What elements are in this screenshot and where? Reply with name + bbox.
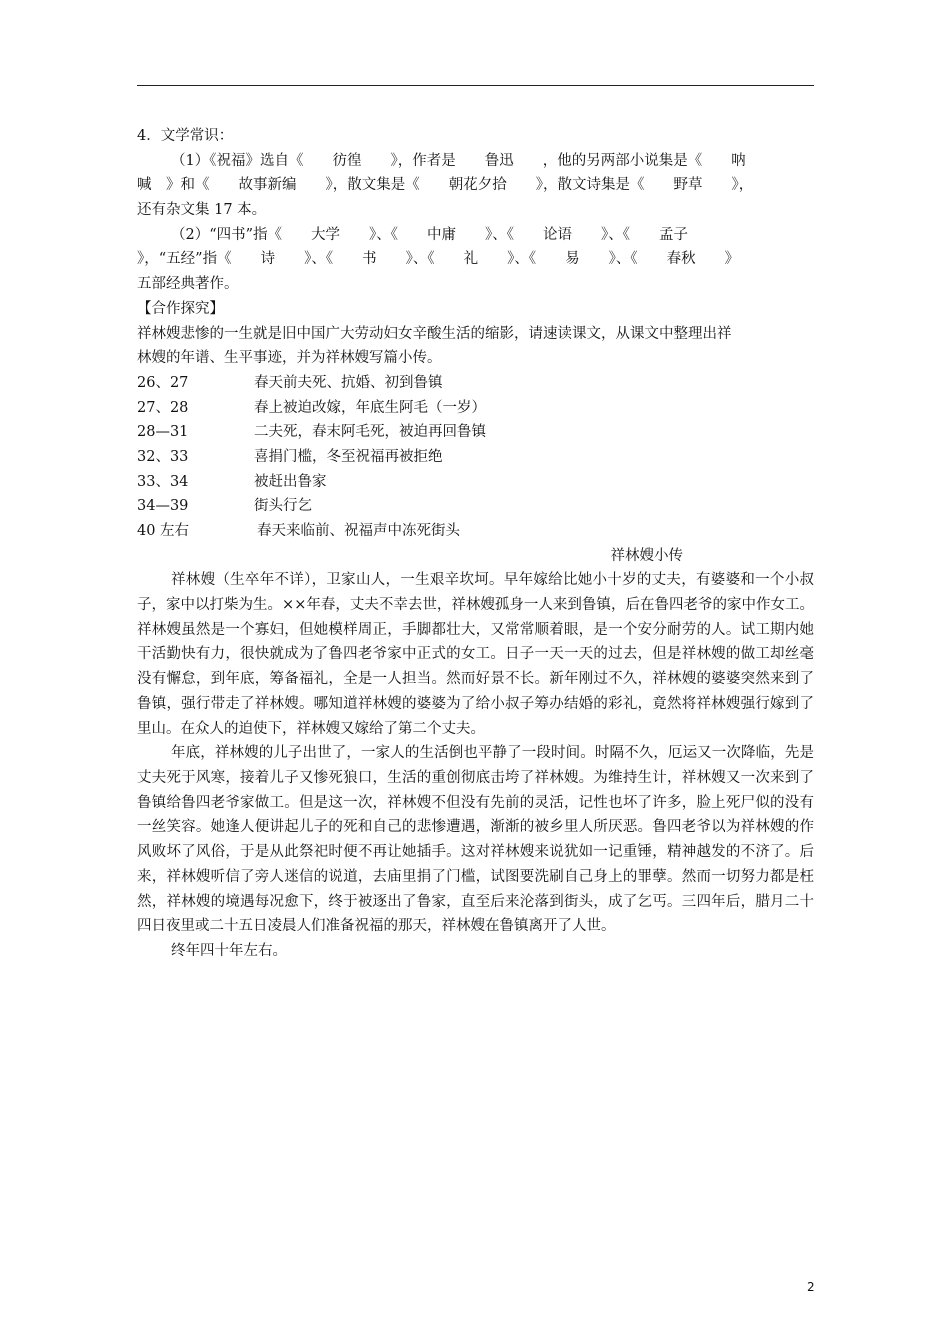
timeline-event: 二夫死，春末阿毛死，被迫再回鲁镇: [254, 424, 486, 441]
timeline-event: 喜捐门槛，冬至祝福再被拒绝: [254, 448, 443, 465]
timeline-event: 春上被迫改嫁，年底生阿毛（一岁）: [254, 399, 486, 416]
biography-paragraph-1: 祥林嫂（生卒年不详），卫家山人，一生艰辛坎坷。早年嫁给比她小十岁的丈夫，有婆婆和一个小叔子，家中以打柴为生。××年春，丈夫不幸去世，祥林嫂孤身一人来到鲁镇，后在鲁四老爷的家中作女工。祥林嫂虽然是一个寡妇，但她模样周正，手脚都壮大，又常常顺着眼，是一个安分耐劳的人。试工期内她干活勤快有力，很快就成为了鲁四老爷家中正式的女工。日子一天一天的过去，但是祥林嫂的做工却丝毫没有懈怠，到年底，筹备福礼，全是一人担当。然而好景不长。新年刚过不久，祥林嫂的婆婆突然来到了鲁镇，强行带走了祥林嫂。哪知道祥林嫂的婆婆为了给小叔子筹办结婚的彩礼，竟然将祥林嫂强行嫁到了里山。在众人的迫使下，祥林嫂又嫁给了第二个丈夫。: [137, 572, 814, 737]
timeline-age: 33、34: [137, 473, 189, 490]
cooperation-heading: 【合作探究】: [137, 300, 224, 317]
timeline-row: [137, 396, 814, 421]
timeline-event: 春天前夫死、抗婚、初到鲁镇: [254, 374, 443, 391]
timeline-row: [137, 371, 814, 396]
q2-line1: （2）“四书”指《 大学 》、《 中庸 》、《 论语 》、《 孟子: [171, 226, 689, 243]
section-title: 4．文学常识：: [137, 128, 234, 144]
timeline-age: 27、28: [137, 399, 189, 416]
timeline-age: 40 左右: [137, 523, 190, 539]
timeline-row: [137, 445, 814, 470]
q1-line2: 喊 》和《 故事新编 》，散文集是《 朝花夕拾 》，散文诗集是《 野草 》，: [137, 177, 754, 194]
timeline-list: [137, 371, 814, 544]
q2-line3: 五部经典著作。: [137, 276, 239, 293]
timeline-event: 街头行乞: [254, 498, 312, 515]
biography-title: 祥林嫂小传: [610, 547, 683, 564]
header-rule: [137, 85, 814, 86]
page-content: [137, 124, 814, 964]
intro-line1: 祥林嫂悲惨的一生就是旧中国广大劳动妇女辛酸生活的缩影，请速读课文，从课文中整理出祥: [137, 325, 732, 342]
q1-line1: （1）《祝福》选自《 彷徨 》，作者是 鲁迅 ，他的另两部小说集是《 呐: [171, 152, 746, 169]
timeline-age: 34—39: [137, 498, 189, 515]
timeline-event: 春天来临前、祝福声中冻死街头: [257, 523, 460, 539]
timeline-row: [137, 470, 814, 495]
timeline-row: [137, 519, 814, 544]
biography-paragraph-2: 年底，祥林嫂的儿子出世了，一家人的生活倒也平静了一段时间。时隔不久，厄运又一次降临，先是丈夫死于风寒，接着儿子又惨死狼口，生活的重创彻底击垮了祥林嫂。为维持生计，祥林嫂又一次来到了鲁镇给鲁四老爷家做工。但是这一次，祥林嫂不但没有先前的灵活，记性也坏了许多，脸上死尸似的没有一丝笑容。她逢人便讲起儿子的死和自己的悲惨遭遇，渐渐的被乡里人所厌恶。鲁四老爷以为祥林嫂的作风败坏了风俗，于是从此祭祀时便不再让她插手。这对祥林嫂来说犹如一记重锤，精神越发的不济了。后来，祥林嫂听信了旁人迷信的说道，去庙里捐了门槛，试图要洗刷自己身上的罪孽。然而一切努力都是枉然，祥林嫂的境遇每况愈下，终于被逐出了鲁家，直至后来沦落到街头，成了乞丐。三四年后，腊月二十四日夜里或二十五日凌晨人们准备祝福的那天，祥林嫂在鲁镇离开了人世。: [137, 745, 814, 935]
timeline-age: 28—31: [137, 424, 189, 441]
timeline-event: 被赶出鲁家: [254, 473, 327, 490]
page-number: 2: [807, 1280, 815, 1294]
timeline-age: 26、27: [137, 374, 189, 391]
q1-line3: 还有杂文集 17 本。: [137, 202, 267, 219]
timeline-row: [137, 420, 814, 445]
q2-line2: 》，“五经”指《 诗 》、《 书 》、《 礼 》、《 易 》、《 春秋 》: [137, 251, 740, 268]
biography-paragraph-3: 终年四十年左右。: [171, 942, 287, 959]
timeline-age: 32、33: [137, 448, 189, 465]
intro-line2: 林嫂的年谱、生平事迹，并为祥林嫂写篇小传。: [137, 350, 442, 367]
timeline-row: [137, 494, 814, 519]
